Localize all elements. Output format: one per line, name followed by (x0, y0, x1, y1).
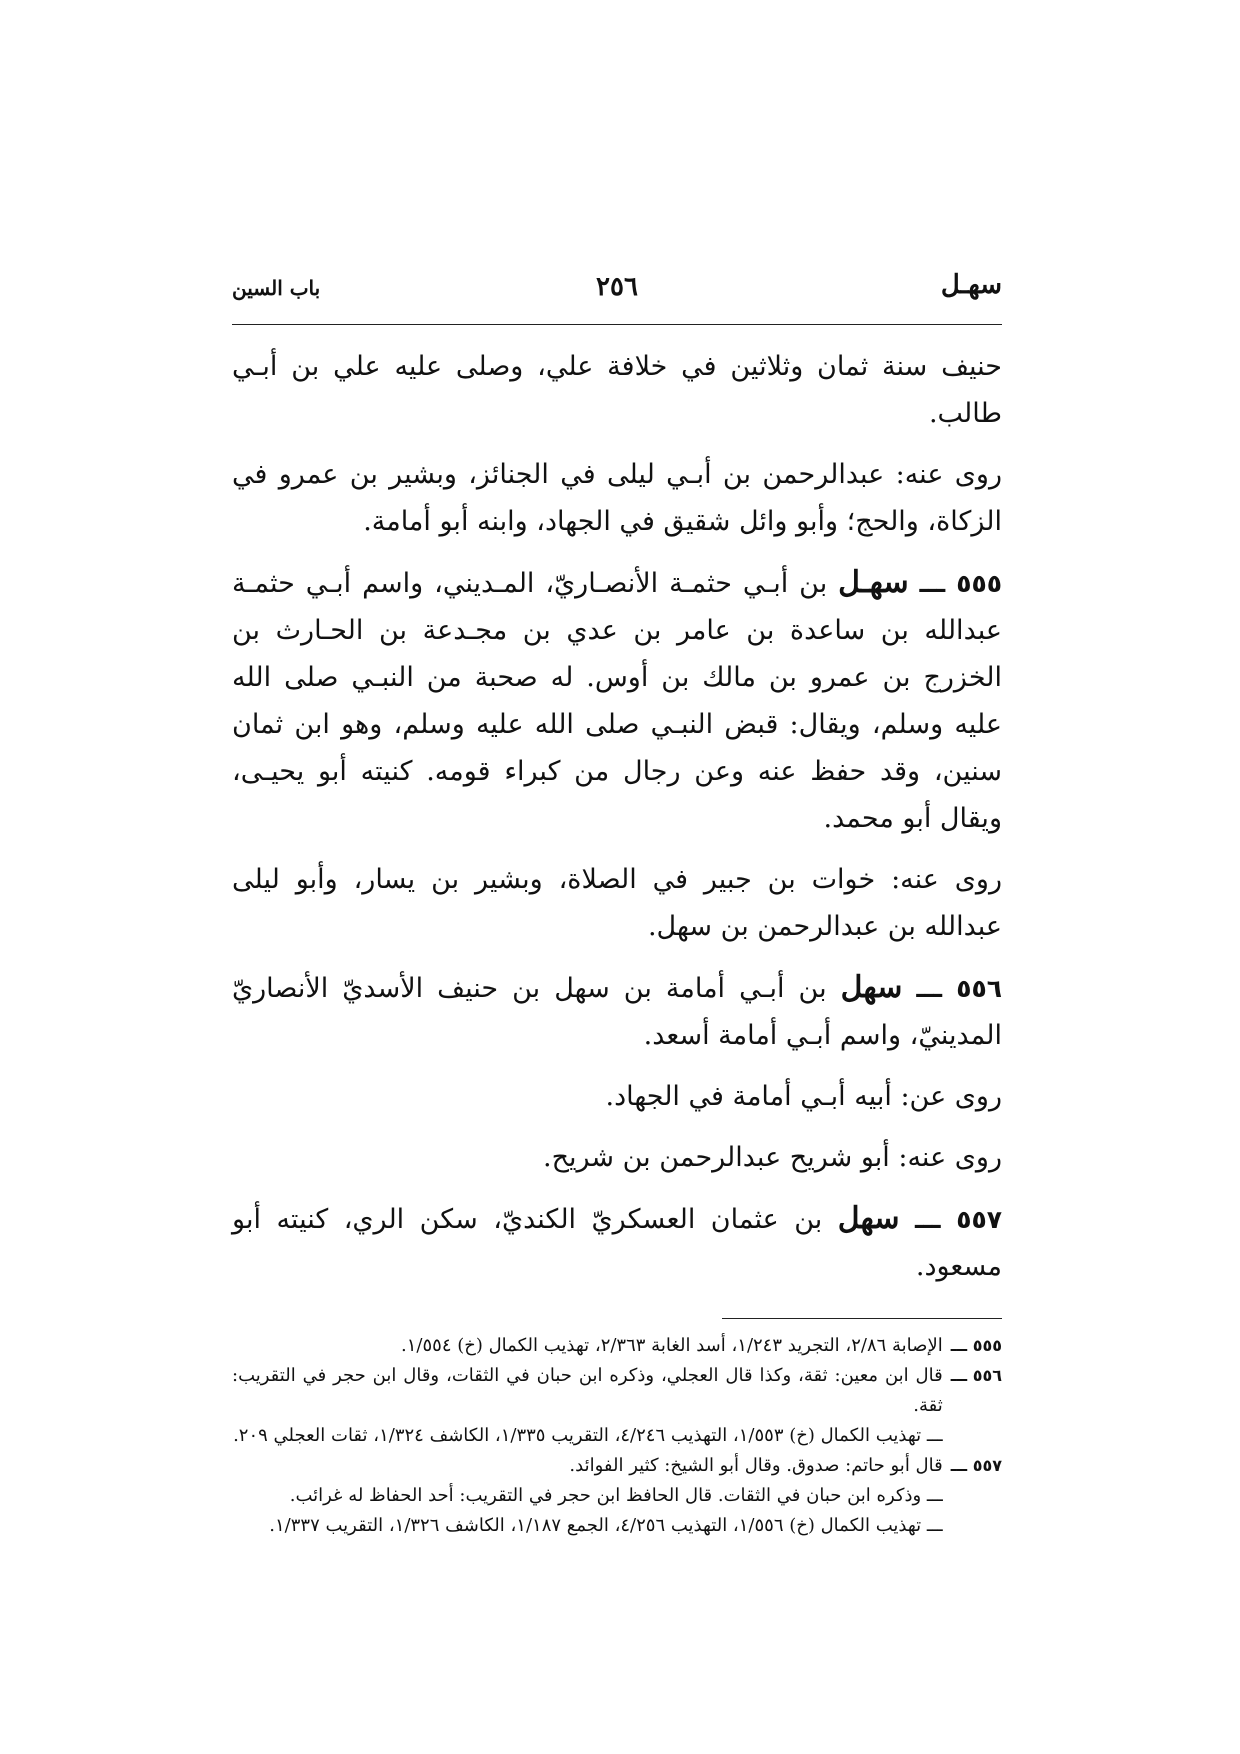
footnote (232, 1331, 1002, 1361)
footnote (232, 1361, 1002, 1421)
footnote-text: ـــ وذكره ابن حبان في الثقات. قال الحافظ ابن حجر في التقريب: أحد الحفاظ له غرائب. (289, 1485, 943, 1506)
entry-556 (232, 964, 1002, 1059)
page-number: ٢٥٦ (596, 272, 638, 302)
entry-555 (232, 559, 1002, 842)
section-title: باب السين (232, 276, 321, 300)
entry-text: بن أبـي أمامة بن سهل بن حنيف الأسديّ الأنصاريّ المدينيّ، واسم أبـي أمامة أسعد. (232, 973, 1002, 1051)
entry-number: ٥٥٧ ـــ (914, 1205, 1002, 1234)
header-rule (232, 324, 1002, 325)
entry-name: سهل (837, 1201, 900, 1236)
footnote-continuation (232, 1481, 1002, 1511)
entry-557 (232, 1195, 1002, 1290)
page-header (232, 270, 1002, 316)
paragraph: روى عنه: أبو شريح عبدالرحمن بن شريح. (543, 1142, 1002, 1173)
footnote-continuation (232, 1511, 1002, 1541)
footnote-rule (722, 1318, 1002, 1319)
footnote-continuation (232, 1421, 1002, 1451)
entry-number: ٥٥٦ ـــ (916, 974, 1002, 1003)
footnote (232, 1451, 1002, 1481)
book-page (232, 270, 1002, 1541)
entry-name: سهل (840, 970, 903, 1005)
paragraph: روى عن: أبيه أبـي أمامة في الجهاد. (605, 1081, 1002, 1112)
footnote-text: قال أبو حاتم: صدوق. وقال أبو الشيخ: كثير الفوائد. (569, 1455, 943, 1476)
footnote-text: ـــ تهذيب الكمال (خ) ١/٥٥٦، التهذيب ٤/٢٥٦، الجمع ١/١٨٧، الكاشف ١/٣٢٦، التقريب ١/٣٣٧. (269, 1515, 943, 1536)
running-head-word: سهـل (940, 270, 1002, 300)
entry-text: بن عثمان العسكريّ الكنديّ، سكن الري، كنيته أبو مسعود. (232, 1204, 1002, 1282)
entry-number: ٥٥٥ ـــ (919, 569, 1002, 598)
footnote-number: ٥٥٦ ـــ (950, 1366, 1002, 1385)
footnote-text: الإصابة ٢/٨٦، التجريد ١/٢٤٣، أسد الغابة ٢/٣٦٣، تهذيب الكمال (خ) ١/٥٥٤. (401, 1335, 943, 1356)
footnotes (232, 1331, 1002, 1541)
main-text (232, 343, 1002, 1290)
paragraph: روى عنه: عبدالرحمن بن أبـي ليلى في الجنائز، وبشير بن عمرو في الزكاة، والحج؛ وأبو وائل شقيق في الجهاد، وابنه أبو أمامة. (232, 459, 1002, 537)
footnote-text: قال ابن معين: ثقة، وكذا قال العجلي، وذكره ابن حبان في الثقات، وقال ابن حجر في التقريب: ثقة. (232, 1365, 943, 1416)
paragraph: روى عنه: خوات بن جبير في الصلاة، وبشير بن يسار، وأبو ليلى عبدالله بن عبدالرحمن بن سهل. (232, 864, 1002, 942)
entry-name: سهـل (838, 565, 909, 600)
footnote-text: ـــ تهذيب الكمال (خ) ١/٥٥٣، التهذيب ٤/٢٤٦، التقريب ١/٣٣٥، الكاشف ١/٣٢٤، ثقات العجلي ٢٠٩. (233, 1425, 943, 1446)
entry-text: بن أبـي حثمـة الأنصـاريّ، المـديني، واسم أبـي حثمـة عبدالله بن ساعدة بن عامر بن عدي بن مجـدعة بن الحـارث بن الخزرج بن عمرو بن مالك بن أوس. له صحبة من النبـي صلى الله عليه وسلم، ويقال: قبض النبـي صلى الله عليه وسلم، وهو ابن ثمان سنين، وقد حفظ عنه وعن رجال من كبراء قومه. كنيته أبو يحيـى، ويقال أبو محمد. (232, 568, 1002, 834)
footnote-number: ٥٥٥ ـــ (950, 1336, 1002, 1355)
paragraph: حنيف سنة ثمان وثلاثين في خلافة علي، وصلى عليه علي بن أبـي طالب. (232, 351, 1002, 429)
footnote-number: ٥٥٧ ـــ (950, 1456, 1002, 1475)
